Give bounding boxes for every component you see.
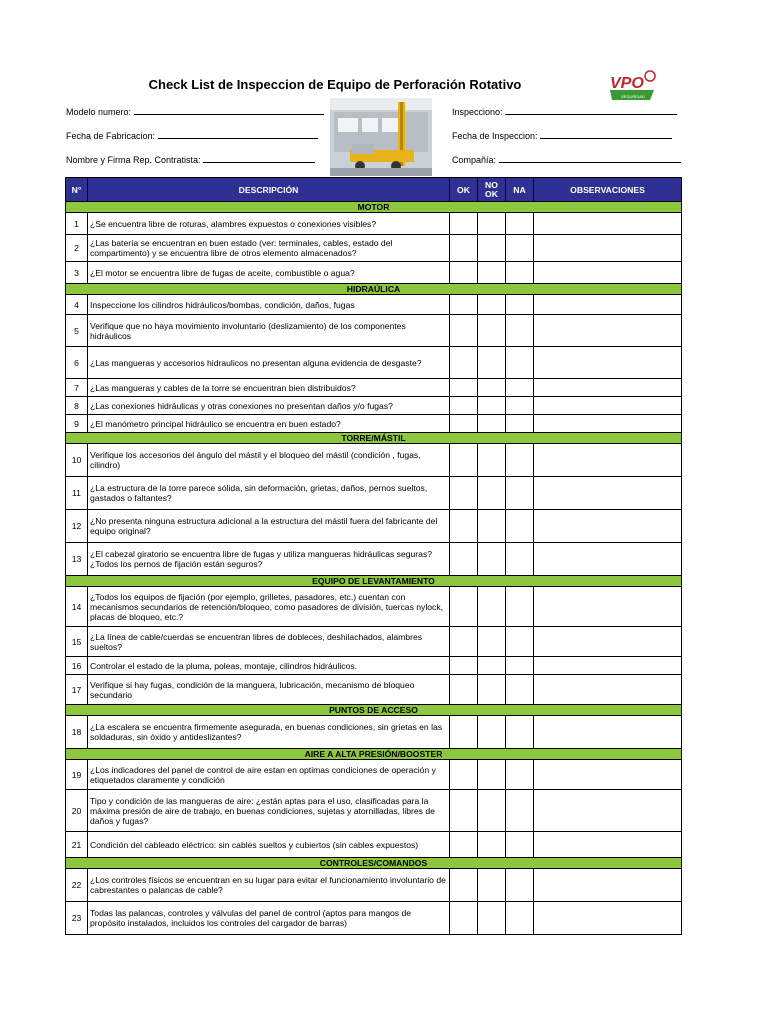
item-description: ¿La línea de cable/cuerdas se encuentran libres de dobleces, deshilachados, alambres sueltos? bbox=[88, 627, 450, 657]
table-row bbox=[66, 347, 682, 379]
table-row bbox=[66, 627, 682, 657]
item-description: Tipo y condición de las mangueras de aire: ¿están aptas para el uso, clasificadas para la máxima presión de aire de trabajo, en buenas condiciones, sujetas y atornilladas, libres de daños y fugas? bbox=[88, 790, 450, 832]
no-ok-cell[interactable] bbox=[478, 347, 506, 379]
item-description: ¿Los controles físicos se encuentran en su lugar para evitar el funcionamiento involuntario de cabrestantes o palancas de cable? bbox=[88, 869, 450, 902]
na-cell[interactable] bbox=[506, 543, 534, 576]
na-cell[interactable] bbox=[506, 869, 534, 902]
company-label: Compañía: bbox=[452, 155, 497, 165]
table-row bbox=[66, 716, 682, 749]
no-ok-cell[interactable] bbox=[478, 397, 506, 415]
no-ok-cell[interactable] bbox=[478, 587, 506, 627]
manufacture-date-label: Fecha de Fabricacion: bbox=[66, 131, 156, 141]
section-header-row bbox=[66, 705, 682, 716]
ok-cell[interactable] bbox=[450, 262, 478, 284]
no-ok-cell[interactable] bbox=[478, 627, 506, 657]
company-input[interactable] bbox=[499, 154, 681, 163]
observations-cell[interactable] bbox=[534, 213, 682, 235]
no-ok-cell[interactable] bbox=[478, 510, 506, 543]
item-number: 8 bbox=[66, 397, 88, 415]
model-number-label: Modelo numero: bbox=[66, 107, 132, 117]
item-description: ¿Las mangueras y cables de la torre se encuentran bien distribuidos? bbox=[88, 379, 450, 397]
col-header-observations: OBSERVACIONES bbox=[534, 178, 682, 202]
section-title: TORRE/MÁSTIL bbox=[66, 433, 682, 444]
ok-cell[interactable] bbox=[450, 832, 478, 858]
item-number: 4 bbox=[66, 295, 88, 315]
table-row bbox=[66, 295, 682, 315]
section-title: MOTOR bbox=[66, 202, 682, 213]
observations-cell[interactable] bbox=[534, 397, 682, 415]
ok-cell[interactable] bbox=[450, 902, 478, 935]
table-row bbox=[66, 587, 682, 627]
no-ok-cell[interactable] bbox=[478, 869, 506, 902]
document-title: Check List de Inspeccion de Equipo de Perforación Rotativo bbox=[148, 77, 522, 92]
ok-cell[interactable] bbox=[450, 415, 478, 433]
inspector-field[interactable] bbox=[452, 106, 677, 117]
logo-text: VPO bbox=[610, 75, 644, 92]
section-header-row bbox=[66, 202, 682, 213]
section-header-row bbox=[66, 433, 682, 444]
ok-cell[interactable] bbox=[450, 627, 478, 657]
checklist-table bbox=[65, 177, 682, 935]
item-number: 6 bbox=[66, 347, 88, 379]
col-header-ok: OK bbox=[450, 178, 478, 202]
na-cell[interactable] bbox=[506, 295, 534, 315]
item-number: 1 bbox=[66, 213, 88, 235]
ok-cell[interactable] bbox=[450, 295, 478, 315]
table-row bbox=[66, 477, 682, 510]
no-ok-cell[interactable] bbox=[478, 543, 506, 576]
no-ok-cell[interactable] bbox=[478, 315, 506, 347]
table-row bbox=[66, 315, 682, 347]
section-title: EQUIPO DE LEVANTAMIENTO bbox=[66, 576, 682, 587]
inspector-input[interactable] bbox=[505, 106, 677, 115]
col-header-description: DESCRIPCIÓN bbox=[88, 178, 450, 202]
ok-cell[interactable] bbox=[450, 716, 478, 749]
na-cell[interactable] bbox=[506, 415, 534, 433]
ok-cell[interactable] bbox=[450, 510, 478, 543]
observations-cell[interactable] bbox=[534, 832, 682, 858]
na-cell[interactable] bbox=[506, 760, 534, 790]
no-ok-cell[interactable] bbox=[478, 213, 506, 235]
no-ok-cell[interactable] bbox=[478, 444, 506, 477]
item-number: 3 bbox=[66, 262, 88, 284]
item-description: ¿Las batería se encuentran en buen estado (ver: terminales, cables, estado del compartimento) y se encuentra libre de otros elemento almacenados? bbox=[88, 235, 450, 262]
observations-cell[interactable] bbox=[534, 235, 682, 262]
no-ok-cell[interactable] bbox=[478, 379, 506, 397]
no-ok-cell[interactable] bbox=[478, 415, 506, 433]
no-ok-cell[interactable] bbox=[478, 790, 506, 832]
observations-cell[interactable] bbox=[534, 477, 682, 510]
no-ok-cell[interactable] bbox=[478, 262, 506, 284]
table-row bbox=[66, 262, 682, 284]
item-description: ¿Los indicadores del panel de control de aire estan en optimas condiciones de operación y etiquetados claramente y condición bbox=[88, 760, 450, 790]
table-row bbox=[66, 235, 682, 262]
item-description: Condición del cableado eléctrico: sin cables sueltos y cubiertos (sin cables expuestos) bbox=[88, 832, 450, 858]
ok-cell[interactable] bbox=[450, 657, 478, 675]
na-cell[interactable] bbox=[506, 444, 534, 477]
manufacture-date-field[interactable] bbox=[66, 130, 318, 141]
observations-cell[interactable] bbox=[534, 415, 682, 433]
ok-cell[interactable] bbox=[450, 543, 478, 576]
item-description: ¿No presenta ninguna estructura adicional a la estructura del mástil fuera del fabricante del equipo original? bbox=[88, 510, 450, 543]
section-title: CONTROLES/COMANDOS bbox=[66, 858, 682, 869]
no-ok-cell[interactable] bbox=[478, 675, 506, 705]
observations-cell[interactable] bbox=[534, 716, 682, 749]
item-number: 16 bbox=[66, 657, 88, 675]
item-description: ¿Todos los equipos de fijación (por ejemplo, grilletes, pasadores, etc.) cuentan con mecanismos secundarios de retención/bloqueo, como pasadores de división, tuercas nylock, placas de bloqueo, etc.? bbox=[88, 587, 450, 627]
item-number: 20 bbox=[66, 790, 88, 832]
table-row bbox=[66, 397, 682, 415]
contractor-input[interactable] bbox=[203, 154, 315, 163]
item-number: 2 bbox=[66, 235, 88, 262]
na-cell[interactable] bbox=[506, 790, 534, 832]
col-header-na: NA bbox=[506, 178, 534, 202]
table-row bbox=[66, 760, 682, 790]
observations-cell[interactable] bbox=[534, 444, 682, 477]
no-ok-cell[interactable] bbox=[478, 295, 506, 315]
na-cell[interactable] bbox=[506, 477, 534, 510]
table-row bbox=[66, 213, 682, 235]
item-number: 21 bbox=[66, 832, 88, 858]
table-row bbox=[66, 832, 682, 858]
ok-cell[interactable] bbox=[450, 869, 478, 902]
item-number: 17 bbox=[66, 675, 88, 705]
na-cell[interactable] bbox=[506, 262, 534, 284]
table-row bbox=[66, 790, 682, 832]
item-number: 12 bbox=[66, 510, 88, 543]
ok-cell[interactable] bbox=[450, 315, 478, 347]
item-description: Todas las palancas, controles y válvulas del panel de control (aptos para mangos de propósito instalados, incluidos los controles del cargador de barras) bbox=[88, 902, 450, 935]
ok-cell[interactable] bbox=[450, 444, 478, 477]
contractor-field[interactable] bbox=[66, 154, 315, 165]
observations-cell[interactable] bbox=[534, 627, 682, 657]
table-row bbox=[66, 675, 682, 705]
item-description: Inspeccione los cilindros hidráulicos/bombas, condición, daños, fugas bbox=[88, 295, 450, 315]
no-ok-cell[interactable] bbox=[478, 477, 506, 510]
na-cell[interactable] bbox=[506, 832, 534, 858]
na-cell[interactable] bbox=[506, 315, 534, 347]
item-number: 23 bbox=[66, 902, 88, 935]
item-description: Verifique si hay fugas, condición de la manguera, lubricación, mecanismo de bloqueo secundario bbox=[88, 675, 450, 705]
table-row bbox=[66, 444, 682, 477]
na-cell[interactable] bbox=[506, 587, 534, 627]
item-description: ¿La estructura de la torre parece sólida, sin deformación, grietas, daños, pernos sueltos, gastados o faltantes? bbox=[88, 477, 450, 510]
na-cell[interactable] bbox=[506, 627, 534, 657]
col-header-number: N° bbox=[66, 178, 88, 202]
ok-cell[interactable] bbox=[450, 347, 478, 379]
observations-cell[interactable] bbox=[534, 510, 682, 543]
inspection-date-field[interactable] bbox=[452, 130, 672, 141]
ok-cell[interactable] bbox=[450, 675, 478, 705]
company-field[interactable] bbox=[452, 154, 681, 165]
item-description: Controlar el estado de la pluma, poleas, montaje, cilindros hidráulicos. bbox=[88, 657, 450, 675]
item-description: Verifique los accesorios del ángulo del mástil y el bloqueo del mástil (condición , fugas, cilindro) bbox=[88, 444, 450, 477]
no-ok-cell[interactable] bbox=[478, 902, 506, 935]
table-row bbox=[66, 379, 682, 397]
na-cell[interactable] bbox=[506, 675, 534, 705]
na-cell[interactable] bbox=[506, 397, 534, 415]
observations-cell[interactable] bbox=[534, 902, 682, 935]
inspector-label: Inspecciono: bbox=[452, 107, 503, 117]
item-description: ¿El motor se encuentra libre de fugas de aceite, combustible o agua? bbox=[88, 262, 450, 284]
observations-cell[interactable] bbox=[534, 675, 682, 705]
no-ok-cell[interactable] bbox=[478, 716, 506, 749]
item-number: 22 bbox=[66, 869, 88, 902]
model-number-input[interactable] bbox=[134, 106, 324, 115]
item-number: 11 bbox=[66, 477, 88, 510]
na-cell[interactable] bbox=[506, 716, 534, 749]
table-row bbox=[66, 415, 682, 433]
item-number: 10 bbox=[66, 444, 88, 477]
observations-cell[interactable] bbox=[534, 347, 682, 379]
table-header-row bbox=[66, 178, 682, 202]
observations-cell[interactable] bbox=[534, 869, 682, 902]
section-header-row bbox=[66, 284, 682, 295]
section-title: HIDRAÚLICA bbox=[66, 284, 682, 295]
observations-cell[interactable] bbox=[534, 790, 682, 832]
logo-subtext: SEGURIDAD bbox=[621, 94, 645, 99]
model-number-field[interactable] bbox=[66, 106, 324, 117]
na-cell[interactable] bbox=[506, 657, 534, 675]
table-row bbox=[66, 869, 682, 902]
na-cell[interactable] bbox=[506, 902, 534, 935]
section-header-row bbox=[66, 576, 682, 587]
ok-cell[interactable] bbox=[450, 587, 478, 627]
section-title: AIRE A ALTA PRESIÓN/BOOSTER bbox=[66, 749, 682, 760]
item-number: 14 bbox=[66, 587, 88, 627]
na-cell[interactable] bbox=[506, 347, 534, 379]
no-ok-cell[interactable] bbox=[478, 657, 506, 675]
item-number: 18 bbox=[66, 716, 88, 749]
table-row bbox=[66, 510, 682, 543]
no-ok-cell[interactable] bbox=[478, 235, 506, 262]
section-title: PUNTOS DE ACCESO bbox=[66, 705, 682, 716]
item-description: ¿La escalera se encuentra firmemente asegurada, en buenas condiciones, sin grietas en las soldaduras, sin óxido y antideslizantes? bbox=[88, 716, 450, 749]
no-ok-cell[interactable] bbox=[478, 832, 506, 858]
na-cell[interactable] bbox=[506, 235, 534, 262]
observations-cell[interactable] bbox=[534, 760, 682, 790]
inspection-date-input[interactable] bbox=[540, 130, 672, 139]
ok-cell[interactable] bbox=[450, 790, 478, 832]
item-number: 5 bbox=[66, 315, 88, 347]
item-number: 19 bbox=[66, 760, 88, 790]
observations-cell[interactable] bbox=[534, 587, 682, 627]
ok-cell[interactable] bbox=[450, 213, 478, 235]
item-description: ¿El cabezal giratorio se encuentra libre de fugas y utiliza mangueras hidráulicas seguras? ¿Todos los pernos de fijación están seguros? bbox=[88, 543, 450, 576]
item-number: 7 bbox=[66, 379, 88, 397]
manufacture-date-input[interactable] bbox=[158, 130, 318, 139]
item-description: ¿El manómetro principal hidráulico se encuentra en buen estado? bbox=[88, 415, 450, 433]
contractor-label: Nombre y Firma Rep. Contratista: bbox=[66, 155, 201, 165]
item-number: 13 bbox=[66, 543, 88, 576]
ok-cell[interactable] bbox=[450, 397, 478, 415]
ok-cell[interactable] bbox=[450, 379, 478, 397]
na-cell[interactable] bbox=[506, 213, 534, 235]
item-description: ¿Las mangueras y accesorios hidraulicos no presentan alguna evidencia de desgaste? bbox=[88, 347, 450, 379]
observations-cell[interactable] bbox=[534, 657, 682, 675]
observations-cell[interactable] bbox=[534, 262, 682, 284]
item-number: 15 bbox=[66, 627, 88, 657]
ok-cell[interactable] bbox=[450, 235, 478, 262]
vpo-logo bbox=[606, 68, 658, 102]
na-cell[interactable] bbox=[506, 510, 534, 543]
ok-cell[interactable] bbox=[450, 477, 478, 510]
section-header-row bbox=[66, 858, 682, 869]
inspection-date-label: Fecha de Inspeccion: bbox=[452, 131, 538, 141]
observations-cell[interactable] bbox=[534, 295, 682, 315]
col-header-no-ok: NO OK bbox=[478, 178, 506, 202]
table-row bbox=[66, 902, 682, 935]
ok-cell[interactable] bbox=[450, 760, 478, 790]
table-row bbox=[66, 657, 682, 675]
item-number: 9 bbox=[66, 415, 88, 433]
table-row bbox=[66, 543, 682, 576]
item-description: Verifique que no haya movimiento involuntario (deslizamiento) de los componentes hidráulicos bbox=[88, 315, 450, 347]
checklist-body bbox=[66, 202, 682, 935]
item-description: ¿Se encuentra libre de roturas, alambres expuestos o conexiones visibles? bbox=[88, 213, 450, 235]
no-ok-cell[interactable] bbox=[478, 760, 506, 790]
drilling-rig-photo bbox=[330, 98, 432, 176]
observations-cell[interactable] bbox=[534, 315, 682, 347]
observations-cell[interactable] bbox=[534, 543, 682, 576]
section-header-row bbox=[66, 749, 682, 760]
na-cell[interactable] bbox=[506, 379, 534, 397]
observations-cell[interactable] bbox=[534, 379, 682, 397]
item-description: ¿Las conexiones hidráulicas y otras conexiones no presentan daños y/o fugas? bbox=[88, 397, 450, 415]
